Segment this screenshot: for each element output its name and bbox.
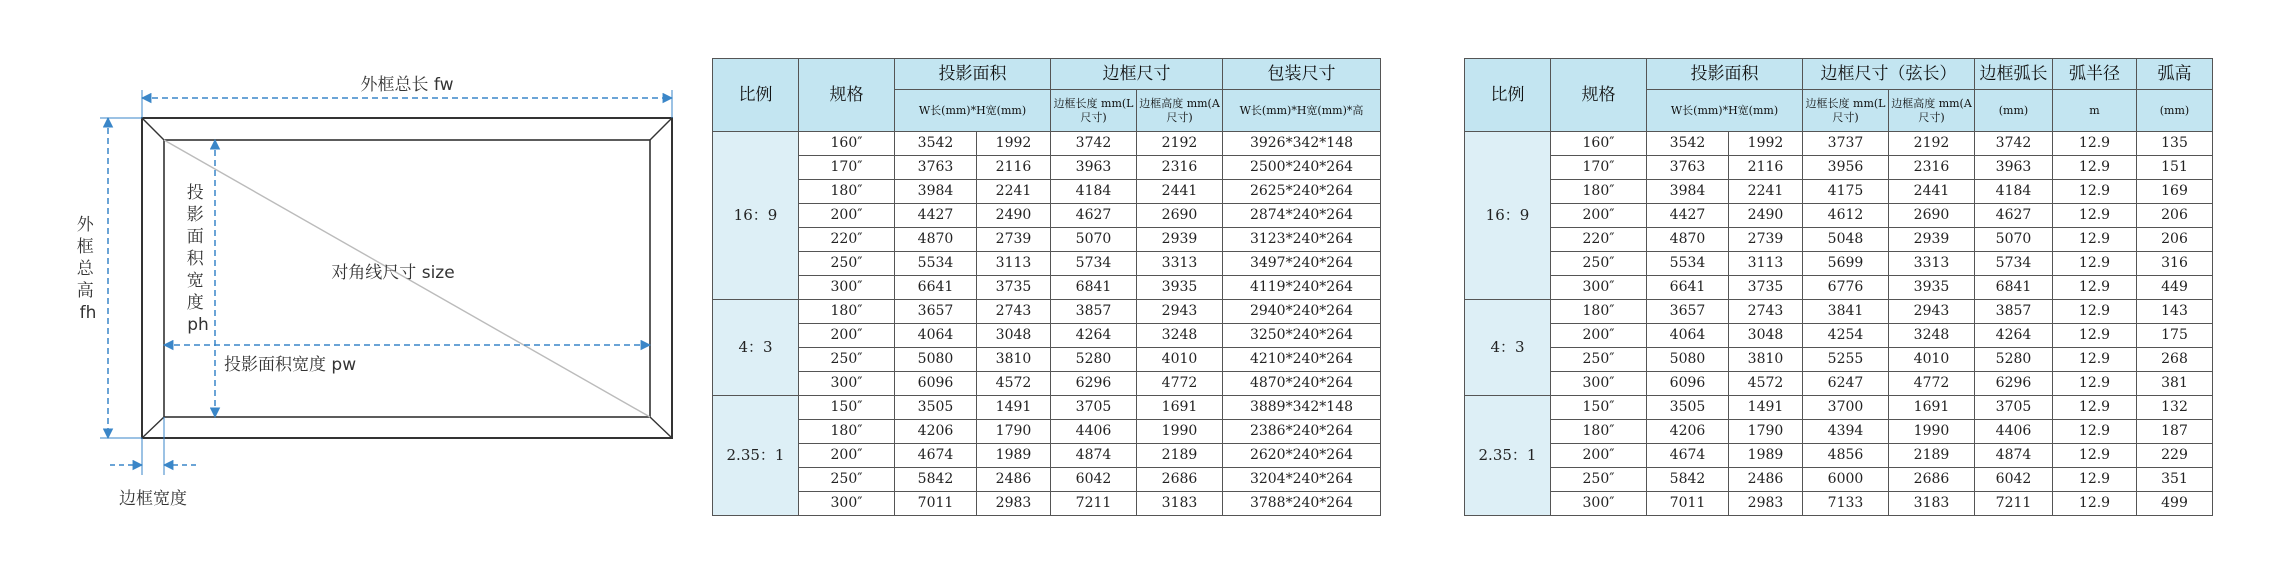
table-cell: 6841 <box>1975 276 2053 300</box>
table-cell: 5280 <box>1975 348 2053 372</box>
screen-dimension-diagram <box>0 0 700 562</box>
table-cell: 6296 <box>1051 372 1137 396</box>
table-cell: 3505 <box>1647 396 1729 420</box>
flat-frame-spec-table <box>712 58 1381 516</box>
table-cell: 2490 <box>977 204 1051 228</box>
table-cell: 6042 <box>1975 468 2053 492</box>
table-cell: 2943 <box>1137 300 1223 324</box>
table-cell: 3984 <box>895 180 977 204</box>
table-cell: 175 <box>2137 324 2213 348</box>
table-cell: 6776 <box>1803 276 1889 300</box>
table-cell: 2441 <box>1889 180 1975 204</box>
table-cell: 316 <box>2137 252 2213 276</box>
table-cell: 3935 <box>1889 276 1975 300</box>
table-cell: 300″ <box>1551 276 1647 300</box>
table-cell: 2743 <box>977 300 1051 324</box>
table-cell: 4010 <box>1137 348 1223 372</box>
table-row <box>1465 276 2213 300</box>
table-cell: 170″ <box>1551 156 1647 180</box>
table-cell: 151 <box>2137 156 2213 180</box>
table-cell: 3048 <box>977 324 1051 348</box>
table-cell: 2192 <box>1137 132 1223 156</box>
header-projection-wh: W长(mm)*H宽(mm) <box>1647 90 1803 132</box>
table-cell: 2441 <box>1137 180 1223 204</box>
table-cell: 6296 <box>1975 372 2053 396</box>
table-cell: 5070 <box>1975 228 2053 252</box>
table-cell: 2486 <box>977 468 1051 492</box>
table-cell: 200″ <box>1551 204 1647 228</box>
table-cell: 4206 <box>1647 420 1729 444</box>
table-cell: 2500*240*264 <box>1223 156 1381 180</box>
table-cell: 132 <box>2137 396 2213 420</box>
ratio-cell: 4：3 <box>1465 300 1551 396</box>
table-cell: 4874 <box>1051 444 1137 468</box>
table-cell: 3505 <box>895 396 977 420</box>
table-cell: 180″ <box>1551 300 1647 324</box>
table-cell: 4572 <box>977 372 1051 396</box>
table-cell: 3204*240*264 <box>1223 468 1381 492</box>
table-cell: 5048 <box>1803 228 1889 252</box>
ratio-cell: 4：3 <box>713 300 799 396</box>
table-cell: 135 <box>2137 132 2213 156</box>
table-row <box>713 324 1381 348</box>
table-cell: 4210*240*264 <box>1223 348 1381 372</box>
projection-height-label: 投 影 面 积 宽 度 ph <box>186 183 209 335</box>
table-row <box>1465 300 2213 324</box>
table-row <box>713 492 1381 516</box>
table-cell: 250″ <box>799 348 895 372</box>
table-cell: 229 <box>2137 444 2213 468</box>
table-cell: 4870*240*264 <box>1223 372 1381 396</box>
table-cell: 1790 <box>1729 420 1803 444</box>
table-cell: 5734 <box>1051 252 1137 276</box>
table-cell: 187 <box>2137 420 2213 444</box>
table-cell: 3857 <box>1975 300 2053 324</box>
table-cell: 1989 <box>1729 444 1803 468</box>
table-cell: 12.9 <box>2053 420 2137 444</box>
table-cell: 4264 <box>1051 324 1137 348</box>
table-cell: 4119*240*264 <box>1223 276 1381 300</box>
header-ratio: 比例 <box>713 59 799 132</box>
table-cell: 4427 <box>1647 204 1729 228</box>
table-cell: 3705 <box>1975 396 2053 420</box>
table-cell: 150″ <box>799 396 895 420</box>
table-cell: 1990 <box>1889 420 1975 444</box>
table-cell: 5534 <box>1647 252 1729 276</box>
table-cell: 5842 <box>895 468 977 492</box>
table-cell: 12.9 <box>2053 324 2137 348</box>
table-cell: 180″ <box>1551 420 1647 444</box>
table-cell: 220″ <box>799 228 895 252</box>
table-cell: 7011 <box>895 492 977 516</box>
table-cell: 160″ <box>1551 132 1647 156</box>
table-cell: 5080 <box>895 348 977 372</box>
table-row <box>1465 420 2213 444</box>
table-cell: 1691 <box>1889 396 1975 420</box>
table-cell: 2620*240*264 <box>1223 444 1381 468</box>
table-cell: 2686 <box>1889 468 1975 492</box>
table-cell: 12.9 <box>2053 228 2137 252</box>
table-cell: 3113 <box>977 252 1051 276</box>
table-cell: 2486 <box>1729 468 1803 492</box>
table-cell: 6641 <box>895 276 977 300</box>
projection-width-label: 投影面积宽度 pw <box>224 355 357 375</box>
table-cell: 2386*240*264 <box>1223 420 1381 444</box>
table-cell: 4184 <box>1975 180 2053 204</box>
table-cell: 3984 <box>1647 180 1729 204</box>
table-cell: 3742 <box>1051 132 1137 156</box>
table-row <box>1465 492 2213 516</box>
table-row <box>713 252 1381 276</box>
table-cell: 2690 <box>1137 204 1223 228</box>
table-cell: 4572 <box>1729 372 1803 396</box>
table-row <box>713 204 1381 228</box>
table-cell: 1992 <box>977 132 1051 156</box>
table-cell: 3248 <box>1889 324 1975 348</box>
table-cell: 4612 <box>1803 204 1889 228</box>
table-cell: 1491 <box>977 396 1051 420</box>
header-spec: 规格 <box>799 59 895 132</box>
table-cell: 4175 <box>1803 180 1889 204</box>
table-cell: 3705 <box>1051 396 1137 420</box>
table-row <box>1465 252 2213 276</box>
ratio-cell: 2.35：1 <box>1465 396 1551 516</box>
header-arc-length: 边框弧长 <box>1975 59 2053 90</box>
table-row <box>713 420 1381 444</box>
header-frame-height: 边框高度 mm(A尺寸) <box>1137 90 1223 132</box>
header-frame-size-chord: 边框尺寸（弦长） <box>1803 59 1975 90</box>
table-cell: 5080 <box>1647 348 1729 372</box>
table-cell: 5280 <box>1051 348 1137 372</box>
table-cell: 2739 <box>1729 228 1803 252</box>
table-cell: 4206 <box>895 420 977 444</box>
table-cell: 3963 <box>1975 156 2053 180</box>
table-cell: 3542 <box>895 132 977 156</box>
table-cell: 2189 <box>1889 444 1975 468</box>
table-row <box>1465 132 2213 156</box>
table-row <box>713 468 1381 492</box>
table-cell: 250″ <box>1551 252 1647 276</box>
table-cell: 250″ <box>799 468 895 492</box>
table-cell: 200″ <box>799 204 895 228</box>
table-row <box>1465 348 2213 372</box>
table-cell: 3737 <box>1803 132 1889 156</box>
table-cell: 6096 <box>1647 372 1729 396</box>
table-cell: 300″ <box>799 492 895 516</box>
header-arc-height: 弧高 <box>2137 59 2213 90</box>
table-cell: 2192 <box>1889 132 1975 156</box>
table-row <box>1465 180 2213 204</box>
table-body <box>1465 132 2213 516</box>
table-cell: 3700 <box>1803 396 1889 420</box>
table-cell: 180″ <box>799 180 895 204</box>
table-cell: 200″ <box>799 324 895 348</box>
table-cell: 206 <box>2137 228 2213 252</box>
header-projection-area: 投影面积 <box>1647 59 1803 90</box>
header-ratio: 比例 <box>1465 59 1551 132</box>
table-cell: 3497*240*264 <box>1223 252 1381 276</box>
table-cell: 12.9 <box>2053 348 2137 372</box>
table-cell: 12.9 <box>2053 372 2137 396</box>
table-cell: 200″ <box>799 444 895 468</box>
table-cell: 3956 <box>1803 156 1889 180</box>
header-spec: 规格 <box>1551 59 1647 132</box>
table-row <box>1465 156 2213 180</box>
table-cell: 2316 <box>1889 156 1975 180</box>
table-cell: 200″ <box>1551 444 1647 468</box>
table-cell: 150″ <box>1551 396 1647 420</box>
table-cell: 206 <box>2137 204 2213 228</box>
table-cell: 2939 <box>1137 228 1223 252</box>
table-row <box>713 156 1381 180</box>
table-row <box>1465 372 2213 396</box>
table-cell: 3113 <box>1729 252 1803 276</box>
table-cell: 449 <box>2137 276 2213 300</box>
table-cell: 3048 <box>1729 324 1803 348</box>
table-cell: 12.9 <box>2053 204 2137 228</box>
table-cell: 2690 <box>1889 204 1975 228</box>
table-cell: 4254 <box>1803 324 1889 348</box>
table-cell: 381 <box>2137 372 2213 396</box>
header-frame-length: 边框长度 mm(L尺寸) <box>1803 90 1889 132</box>
table-row <box>713 300 1381 324</box>
table-cell: 3183 <box>1889 492 1975 516</box>
table-cell: 2189 <box>1137 444 1223 468</box>
table-cell: 4856 <box>1803 444 1889 468</box>
table-cell: 4427 <box>895 204 977 228</box>
table-cell: 3810 <box>1729 348 1803 372</box>
table-body <box>713 132 1381 516</box>
table-cell: 5534 <box>895 252 977 276</box>
table-cell: 4406 <box>1975 420 2053 444</box>
table-cell: 3963 <box>1051 156 1137 180</box>
table-cell: 12.9 <box>2053 492 2137 516</box>
table-cell: 4627 <box>1051 204 1137 228</box>
table-cell: 2241 <box>1729 180 1803 204</box>
table-cell: 3313 <box>1137 252 1223 276</box>
table-cell: 2983 <box>977 492 1051 516</box>
table-cell: 3857 <box>1051 300 1137 324</box>
header-projection-wh: W长(mm)*H宽(mm) <box>895 90 1051 132</box>
table-row <box>713 396 1381 420</box>
table-cell: 2116 <box>977 156 1051 180</box>
table-cell: 3841 <box>1803 300 1889 324</box>
table-cell: 4064 <box>1647 324 1729 348</box>
table-cell: 3250*240*264 <box>1223 324 1381 348</box>
table-cell: 268 <box>2137 348 2213 372</box>
table-cell: 300″ <box>799 276 895 300</box>
header-package-wh: W长(mm)*H宽(mm)*高 <box>1223 90 1381 132</box>
table-cell: 250″ <box>799 252 895 276</box>
table-cell: 250″ <box>1551 348 1647 372</box>
header-projection-area: 投影面积 <box>895 59 1051 90</box>
table-cell: 220″ <box>1551 228 1647 252</box>
table-cell: 300″ <box>1551 492 1647 516</box>
table-cell: 200″ <box>1551 324 1647 348</box>
table-cell: 1491 <box>1729 396 1803 420</box>
table-cell: 7011 <box>1647 492 1729 516</box>
diagonal-label: 对角线尺寸 size <box>331 263 455 283</box>
table-cell: 5842 <box>1647 468 1729 492</box>
table-cell: 2241 <box>977 180 1051 204</box>
table-cell: 4264 <box>1975 324 2053 348</box>
table-cell: 2874*240*264 <box>1223 204 1381 228</box>
curved-frame-spec-table <box>1464 58 2213 516</box>
header-frame-size: 边框尺寸 <box>1051 59 1223 90</box>
table-row <box>1465 468 2213 492</box>
outer-height-label: 外 框 总 高 fh <box>76 215 97 323</box>
table-row <box>713 444 1381 468</box>
table-cell: 4772 <box>1889 372 1975 396</box>
table-cell: 250″ <box>1551 468 1647 492</box>
table-row <box>713 372 1381 396</box>
table-cell: 4772 <box>1137 372 1223 396</box>
table-cell: 12.9 <box>2053 180 2137 204</box>
table-cell: 3123*240*264 <box>1223 228 1381 252</box>
table-cell: 3763 <box>1647 156 1729 180</box>
table-cell: 12.9 <box>2053 276 2137 300</box>
outer-width-label: 外框总长 fw <box>360 75 454 95</box>
table-cell: 180″ <box>799 420 895 444</box>
table-cell: 2943 <box>1889 300 1975 324</box>
table-cell: 3542 <box>1647 132 1729 156</box>
table-row <box>713 348 1381 372</box>
table-cell: 4627 <box>1975 204 2053 228</box>
table-cell: 170″ <box>799 156 895 180</box>
table-cell: 3742 <box>1975 132 2053 156</box>
header-arc-height-unit: (mm) <box>2137 90 2213 132</box>
table-cell: 2940*240*264 <box>1223 300 1381 324</box>
table-cell: 4870 <box>895 228 977 252</box>
table-cell: 169 <box>2137 180 2213 204</box>
table-cell: 6641 <box>1647 276 1729 300</box>
table-cell: 7211 <box>1975 492 2053 516</box>
table-cell: 1790 <box>977 420 1051 444</box>
table-cell: 5255 <box>1803 348 1889 372</box>
table-cell: 7133 <box>1803 492 1889 516</box>
table-cell: 3788*240*264 <box>1223 492 1381 516</box>
table-cell: 2490 <box>1729 204 1803 228</box>
table-cell: 2739 <box>977 228 1051 252</box>
table-cell: 3657 <box>1647 300 1729 324</box>
table-cell: 1691 <box>1137 396 1223 420</box>
header-arc-radius: 弧半径 <box>2053 59 2137 90</box>
table-cell: 4064 <box>895 324 977 348</box>
table-cell: 5070 <box>1051 228 1137 252</box>
table-cell: 180″ <box>1551 180 1647 204</box>
table-cell: 351 <box>2137 468 2213 492</box>
table-cell: 2939 <box>1889 228 1975 252</box>
table-cell: 1990 <box>1137 420 1223 444</box>
table-cell: 4874 <box>1975 444 2053 468</box>
header-frame-length: 边框长度 mm(L尺寸) <box>1051 90 1137 132</box>
table-row <box>1465 324 2213 348</box>
table-row <box>1465 204 2213 228</box>
table-cell: 3735 <box>977 276 1051 300</box>
table-cell: 2983 <box>1729 492 1803 516</box>
table-cell: 4394 <box>1803 420 1889 444</box>
table-cell: 12.9 <box>2053 396 2137 420</box>
table-cell: 2686 <box>1137 468 1223 492</box>
table-cell: 160″ <box>799 132 895 156</box>
table-cell: 4674 <box>1647 444 1729 468</box>
table-cell: 3810 <box>977 348 1051 372</box>
table-cell: 300″ <box>1551 372 1647 396</box>
table-cell: 3889*342*148 <box>1223 396 1381 420</box>
table-cell: 499 <box>2137 492 2213 516</box>
header-arc-radius-unit: m <box>2053 90 2137 132</box>
table-cell: 1989 <box>977 444 1051 468</box>
table-cell: 12.9 <box>2053 252 2137 276</box>
table-cell: 3763 <box>895 156 977 180</box>
frame-width-label: 边框宽度 <box>119 489 187 509</box>
header-arc-length-unit: (mm) <box>1975 90 2053 132</box>
table-row <box>713 180 1381 204</box>
header-frame-height: 边框高度 mm(A尺寸) <box>1889 90 1975 132</box>
table-cell: 6096 <box>895 372 977 396</box>
table-cell: 4674 <box>895 444 977 468</box>
ratio-cell: 16：9 <box>1465 132 1551 300</box>
table-cell: 3313 <box>1889 252 1975 276</box>
table-cell: 6042 <box>1051 468 1137 492</box>
table-row <box>713 276 1381 300</box>
table-cell: 3735 <box>1729 276 1803 300</box>
table-cell: 3935 <box>1137 276 1223 300</box>
table-cell: 2316 <box>1137 156 1223 180</box>
table-cell: 1992 <box>1729 132 1803 156</box>
table-cell: 4406 <box>1051 420 1137 444</box>
table-row <box>713 132 1381 156</box>
table-cell: 4184 <box>1051 180 1137 204</box>
table-row <box>713 228 1381 252</box>
table-cell: 2743 <box>1729 300 1803 324</box>
table-row <box>1465 444 2213 468</box>
table-cell: 7211 <box>1051 492 1137 516</box>
table-cell: 4870 <box>1647 228 1729 252</box>
table-cell: 3926*342*148 <box>1223 132 1381 156</box>
ratio-cell: 2.35：1 <box>713 396 799 516</box>
table-row <box>1465 396 2213 420</box>
table-cell: 3183 <box>1137 492 1223 516</box>
table-cell: 3657 <box>895 300 977 324</box>
table-cell: 6841 <box>1051 276 1137 300</box>
table-cell: 180″ <box>799 300 895 324</box>
table-cell: 5699 <box>1803 252 1889 276</box>
table-cell: 12.9 <box>2053 300 2137 324</box>
table-cell: 300″ <box>799 372 895 396</box>
table-cell: 3248 <box>1137 324 1223 348</box>
table-cell: 143 <box>2137 300 2213 324</box>
table-cell: 12.9 <box>2053 444 2137 468</box>
header-package-size: 包装尺寸 <box>1223 59 1381 90</box>
table-cell: 12.9 <box>2053 156 2137 180</box>
table-cell: 4010 <box>1889 348 1975 372</box>
table-cell: 5734 <box>1975 252 2053 276</box>
table-cell: 2625*240*264 <box>1223 180 1381 204</box>
table-cell: 6000 <box>1803 468 1889 492</box>
table-cell: 12.9 <box>2053 468 2137 492</box>
table-cell: 12.9 <box>2053 132 2137 156</box>
table-cell: 2116 <box>1729 156 1803 180</box>
table-cell: 6247 <box>1803 372 1889 396</box>
ratio-cell: 16：9 <box>713 132 799 300</box>
table-row <box>1465 228 2213 252</box>
